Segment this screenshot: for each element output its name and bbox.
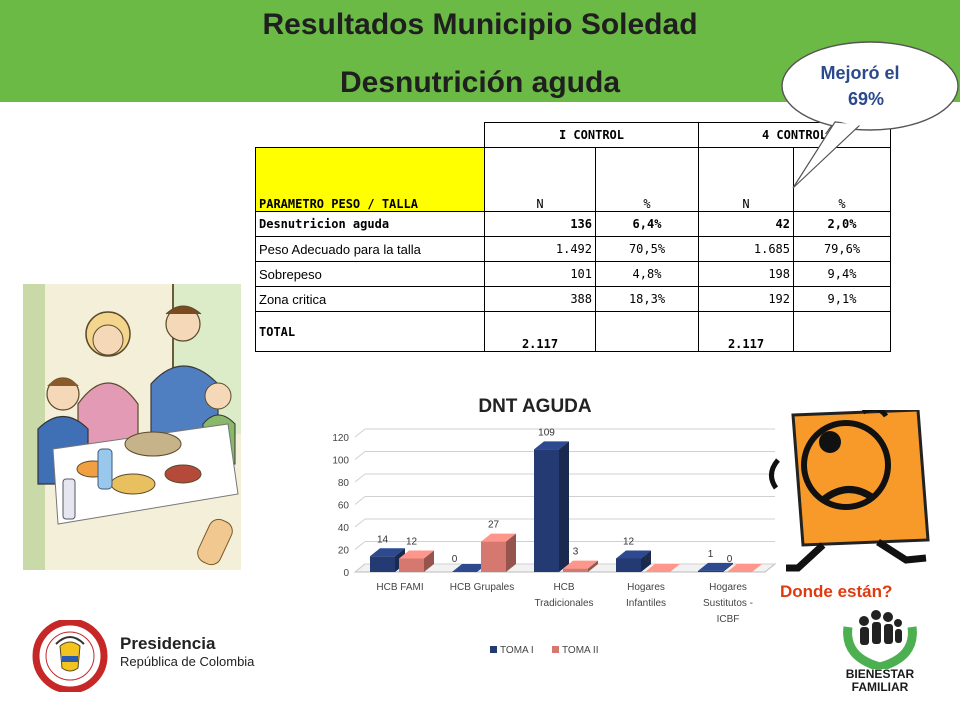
- bar-front: [534, 449, 559, 572]
- cell-n2: 198: [699, 262, 794, 287]
- bf-line2: FAMILIAR: [851, 680, 909, 694]
- data-label: 0: [726, 554, 733, 565]
- bar-front: [399, 559, 424, 573]
- cell-n1: 388: [485, 287, 596, 312]
- row-label: Sobrepeso: [256, 262, 485, 287]
- data-label: 3: [572, 546, 579, 558]
- total-n2: 2.117: [699, 312, 794, 352]
- cell-p1: 18,3%: [596, 287, 699, 312]
- callout-text: [800, 60, 920, 112]
- cell-n1: 136: [485, 212, 596, 237]
- x-tick-label: Hogares: [627, 582, 665, 593]
- data-label: 1: [707, 548, 714, 560]
- cell-n2: 192: [699, 287, 794, 312]
- cell-p1: 70,5%: [596, 237, 699, 262]
- table-total-row: [256, 312, 891, 352]
- donde-estan-label: Donde están?: [780, 582, 893, 601]
- bienestar-familiar-text: [836, 668, 924, 694]
- table-row: [256, 237, 891, 262]
- presidencia-seal-logo: [30, 620, 110, 692]
- group-header-4-control: 4 CONTROL: [699, 123, 891, 148]
- data-label: 12: [405, 536, 418, 548]
- row-label: Zona critica: [256, 287, 485, 312]
- x-tick-label: Tradicionales: [534, 598, 594, 609]
- y-tick-label: 120: [332, 433, 349, 444]
- y-tick-label: 80: [337, 478, 349, 489]
- presidencia-title: Presidencia: [120, 634, 216, 653]
- chart-legend: [490, 645, 599, 656]
- bar-front: [370, 556, 395, 572]
- data-label: 27: [487, 519, 500, 531]
- bar-front: [616, 559, 641, 573]
- col-header-p2: %: [794, 148, 891, 212]
- x-tick-label: ICBF: [716, 614, 740, 625]
- legend-label: TOMA II: [562, 645, 599, 656]
- bar-front: [563, 569, 588, 572]
- x-tick-label: HCB: [553, 582, 575, 593]
- callout-line2: 69%: [847, 89, 885, 109]
- cell-p2: 9,4%: [794, 262, 891, 287]
- x-tick-label: Infantiles: [625, 598, 667, 609]
- gridline-depth: [355, 452, 365, 460]
- bar-toma-i: [534, 441, 569, 572]
- family-meal-illustration: [23, 284, 241, 570]
- data-label: 0: [644, 554, 651, 565]
- chart-bars: [370, 427, 762, 572]
- y-tick-label: 100: [332, 455, 349, 467]
- dnt-aguda-chart: [285, 380, 785, 665]
- cell-p1: 4,8%: [596, 262, 699, 287]
- x-tick-label: Sustitutos -: [702, 598, 754, 609]
- data-label: 14: [376, 534, 389, 546]
- x-tick-label: HCB Grupales: [449, 582, 515, 593]
- cell-n2: 42: [699, 212, 794, 237]
- cell-n1: 101: [485, 262, 596, 287]
- cell-n1: 1.492: [485, 237, 596, 262]
- cell-p2: 9,1%: [794, 287, 891, 312]
- param-header: PARAMETRO PESO / TALLA: [256, 148, 485, 212]
- legend-swatch: [490, 646, 497, 653]
- y-tick-label: 0: [343, 568, 349, 579]
- cell-p2: 2,0%: [794, 212, 891, 237]
- bf-line1: BIENESTAR: [845, 667, 915, 681]
- gridline-depth: [355, 519, 365, 527]
- gridline-depth: [355, 429, 365, 437]
- legend-swatch: [552, 646, 559, 653]
- table-row: [256, 262, 891, 287]
- chart-x-axis: [376, 582, 753, 625]
- page-subtitle: Desnutrición aguda: [339, 66, 621, 99]
- data-label: 0: [451, 554, 458, 565]
- gridline-depth: [355, 542, 365, 550]
- x-tick-label: Hogares: [709, 582, 747, 593]
- col-header-p1: %: [596, 148, 699, 212]
- chart-title: DNT AGUDA: [478, 396, 592, 417]
- group-header-i-control: I CONTROL: [485, 123, 699, 148]
- chart-y-axis: [332, 433, 349, 579]
- x-tick-label: HCB FAMI: [376, 582, 424, 593]
- legend-label: TOMA I: [500, 645, 534, 656]
- cell-p1: 6,4%: [596, 212, 699, 237]
- bar-side: [559, 441, 569, 572]
- y-tick-label: 40: [337, 523, 349, 534]
- bienestar-familiar-logo: [840, 607, 920, 669]
- presidencia-subtitle: República de Colombia: [120, 654, 255, 669]
- cell-n2: 1.685: [699, 237, 794, 262]
- table-row: [256, 212, 891, 237]
- gridline-depth: [355, 497, 365, 505]
- bar-front: [481, 542, 506, 572]
- gridline-depth: [355, 474, 365, 482]
- total-label: TOTAL: [256, 312, 485, 352]
- worried-face-illustration: [768, 410, 948, 580]
- page-title: Resultados Municipio Soledad: [262, 8, 698, 41]
- cell-p2: 79,6%: [794, 237, 891, 262]
- total-n1: 2.117: [485, 312, 596, 352]
- data-label: 109: [538, 427, 555, 439]
- table-row: [256, 287, 891, 312]
- col-header-n2: N: [699, 148, 794, 212]
- y-tick-label: 20: [337, 545, 349, 557]
- callout-line1: Mejoró el: [820, 63, 900, 83]
- col-header-n1: N: [485, 148, 596, 212]
- row-label: Desnutricion aguda: [256, 212, 485, 237]
- bar-toma-ii: [481, 534, 516, 572]
- bar-front: [698, 571, 723, 572]
- data-label: 12: [622, 536, 635, 548]
- y-tick-label: 60: [337, 500, 349, 512]
- row-label: Peso Adecuado para la talla: [256, 237, 485, 262]
